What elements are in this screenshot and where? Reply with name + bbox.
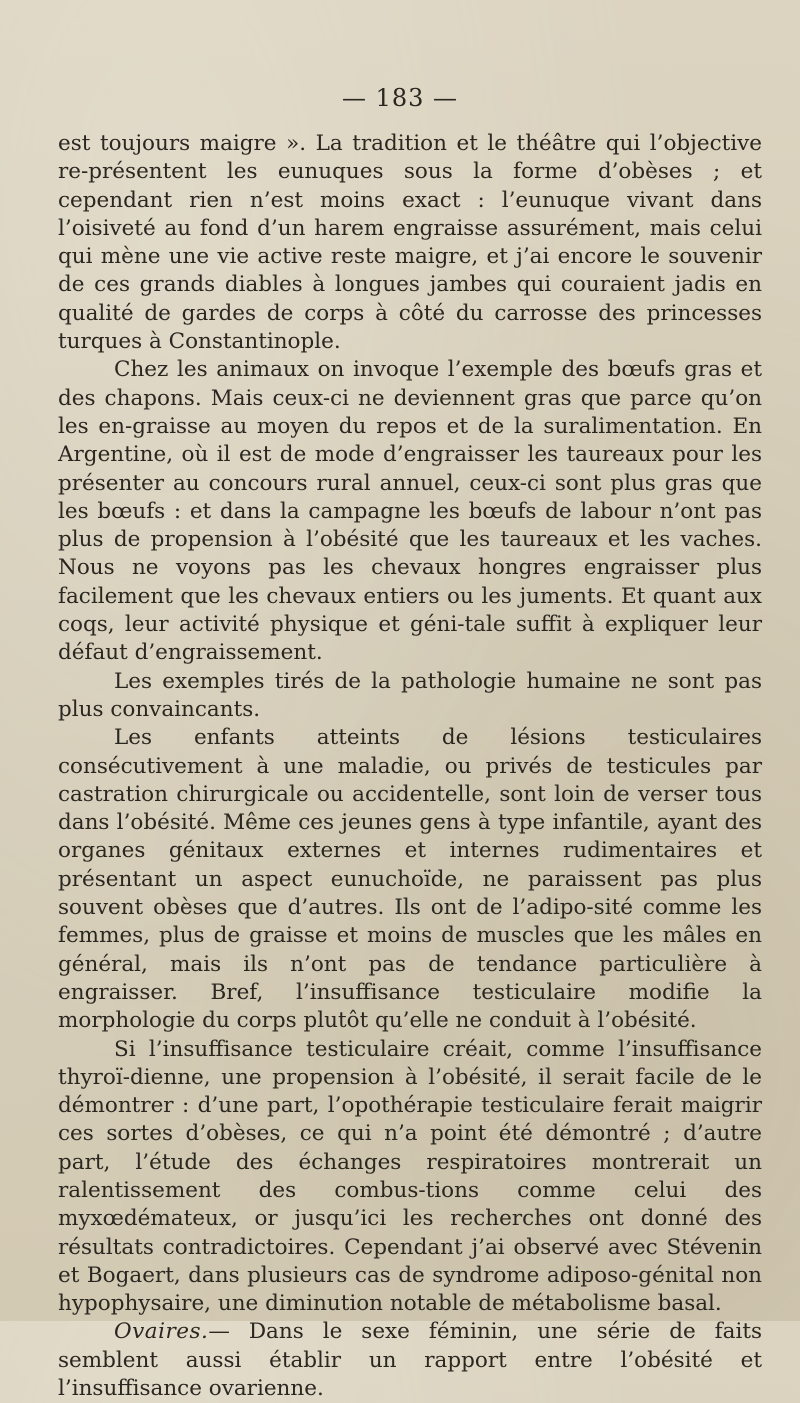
- page-number: — 183 —: [341, 84, 459, 112]
- paragraph-2: Chez les animaux on invoque l’exemple des bœufs gras et des chapons. Mais ceux-ci ne deviennent gras que parce qu’on les en-graisse au moyen du repos et de la suralimentation. En Argentine, où il est de mode d’engraisser les taureaux pour les présenter au concours rural annuel, ceux-ci sont plus gras que les bœufs : et dans la campagne les bœufs de labour n’ont pas plus de propension à l’obésité que les taureaux et les vaches. Nous ne voyons pas les chevaux hongres engraisser plus facilement que les chevaux entiers ou les juments. Et quant aux coqs, leur activité physique et géni-tale suffit à expliquer leur défaut d’engraissement.: [58, 357, 762, 666]
- paragraph-6: [58, 1318, 762, 1403]
- paragraph-5: Si l’insuffisance testiculaire créait, comme l’insuffisance thyroï-dienne, une propension à l’obésité, il serait facile de le démontrer : d’une part, l’opothérapie testiculaire ferait maigrir ces sortes d’obèses, ce qui n’a point été démontré ; d’autre part, l’étude des échanges respiratoires montrerait un ralentissement des combus-tions comme celui des myxœdémateux, or jusqu’ici les recherches ont donné des résultats contradictoires. Cependant j’ai observé avec Stévenin et Bogaert, dans plusieurs cas de syndrome adiposo-génital non hypophysaire, une diminution notable de métabolisme basal.: [58, 1036, 762, 1317]
- paragraph-3: Les exemples tirés de la pathologie humaine ne sont pas plus convaincants.: [58, 668, 762, 722]
- section-heading-ovaires: Ovaires.: [114, 1319, 209, 1345]
- paragraph-4: Les enfants atteints de lésions testiculaires consécutivement à une maladie, ou privés de testicules par castration chirurgicale ou accidentelle, sont loin de verser tous dans l’obésité. Même ces jeunes gens à type infantile, ayant des organes génitaux externes et internes rudimentaires et présentant un aspect eunuchoïde, ne paraissent pas plus souvent obèses que d’autres. Ils ont de l’adipo-sité comme les femmes, plus de graisse et moins de muscles que les mâles en général, mais ils n’ont pas de tendance particulière à engraisser. Bref, l’insuffisance testiculaire modifie la morphologie du corps plutôt qu’elle ne conduit à l’obésité.: [58, 725, 762, 1034]
- paragraph-1: est toujours maigre ». La tradition et le théâtre qui l’objective re-présentent les eunuques sous la forme d’obèses ; et cependant rien n’est moins exact : l’eunuque vivant dans l’oisiveté au fond d’un harem engraisse assurément, mais celui qui mène une vie active reste maigre, et j’ai encore le souvenir de ces grands diables à longues jambes qui couraient jadis en qualité de gardes de corps à côté du carrosse des princesses turques à Constantinople.: [58, 131, 762, 355]
- paragraph-6-text: — Dans le sexe féminin, une série de faits semblent aussi établir un rapport entre l’obésité et l’insuffisance ovarienne.: [58, 1319, 762, 1402]
- body-text: [58, 130, 762, 1403]
